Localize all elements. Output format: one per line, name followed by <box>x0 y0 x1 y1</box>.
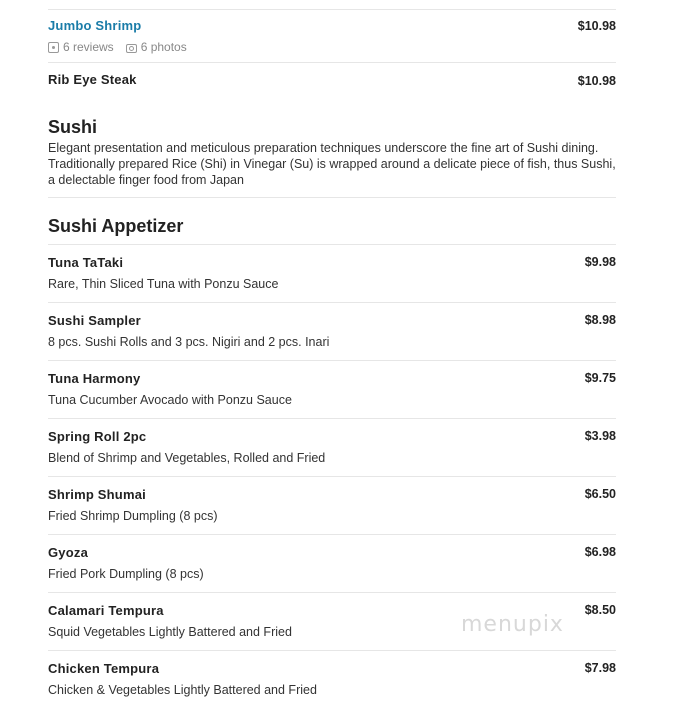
section-sushi-appetizer <box>48 198 616 244</box>
item-price: $3.98 <box>584 429 616 443</box>
review-icon <box>48 42 59 53</box>
item-description: Fried Shrimp Dumpling (8 pcs) <box>48 509 218 523</box>
section-sushi <box>48 95 616 197</box>
cut-off-row <box>48 0 616 9</box>
photos-count[interactable]: 6 photos <box>140 40 187 54</box>
item-description: Squid Vegetables Lightly Battered and Fried <box>48 625 292 639</box>
item-price: $10.98 <box>577 19 616 33</box>
menu-item <box>48 477 616 534</box>
menu-item <box>48 535 616 592</box>
item-description: Rare, Thin Sliced Tuna with Ponzu Sauce <box>48 277 279 291</box>
item-name: Sushi Sampler <box>48 313 141 328</box>
reviews-count[interactable]: 6 reviews <box>63 40 114 54</box>
item-name: Shrimp Shumai <box>48 487 146 502</box>
item-description: Tuna Cucumber Avocado with Ponzu Sauce <box>48 393 292 407</box>
item-description: Fried Pork Dumpling (8 pcs) <box>48 567 204 581</box>
item-name: Gyoza <box>48 545 89 560</box>
item-price: $7.98 <box>584 661 616 675</box>
watermark: menupix <box>461 612 564 637</box>
menu-item <box>48 303 616 360</box>
menu-item <box>48 245 616 302</box>
section-title: Sushi Appetizer <box>48 216 184 236</box>
item-price: $9.75 <box>584 371 616 385</box>
menu-item-rib-eye-steak <box>48 63 616 95</box>
item-price: $8.98 <box>584 313 616 327</box>
item-price: $10.98 <box>577 74 616 88</box>
item-price: $6.50 <box>584 487 616 501</box>
item-name-link[interactable]: Jumbo Shrimp <box>48 18 142 33</box>
section-title: Sushi <box>48 117 98 137</box>
menu-item <box>48 651 616 708</box>
menu-item <box>48 419 616 476</box>
menu-item-jumbo-shrimp[interactable] <box>48 10 616 62</box>
item-name: Tuna Harmony <box>48 371 141 386</box>
appetizer-list <box>48 245 616 708</box>
item-name: Spring Roll 2pc <box>48 429 147 444</box>
section-description: Elegant presentation and meticulous preparation techniques underscore the fine art of Sushi dining. Traditionally prepared Rice (Shi) in Vinegar (Su) is wrapped around a delicate piece of fish, thus Sushi, a delectable finger food from Japan <box>48 141 616 187</box>
camera-icon <box>126 44 137 53</box>
item-name: Calamari Tempura <box>48 603 164 618</box>
item-price: $8.50 <box>584 603 616 617</box>
item-name: Chicken Tempura <box>48 661 160 676</box>
item-description: Blend of Shrimp and Vegetables, Rolled and Fried <box>48 451 326 465</box>
item-meta <box>48 40 187 54</box>
item-description: 8 pcs. Sushi Rolls and 3 pcs. Nigiri and 2 pcs. Inari <box>48 335 330 349</box>
menu-container <box>48 0 616 708</box>
menu-item <box>48 361 616 418</box>
item-description: Chicken & Vegetables Lightly Battered and Fried <box>48 683 317 697</box>
item-price: $9.98 <box>584 255 616 269</box>
item-price: $6.98 <box>584 545 616 559</box>
item-name: Tuna TaTaki <box>48 255 124 270</box>
item-name: Rib Eye Steak <box>48 72 137 87</box>
